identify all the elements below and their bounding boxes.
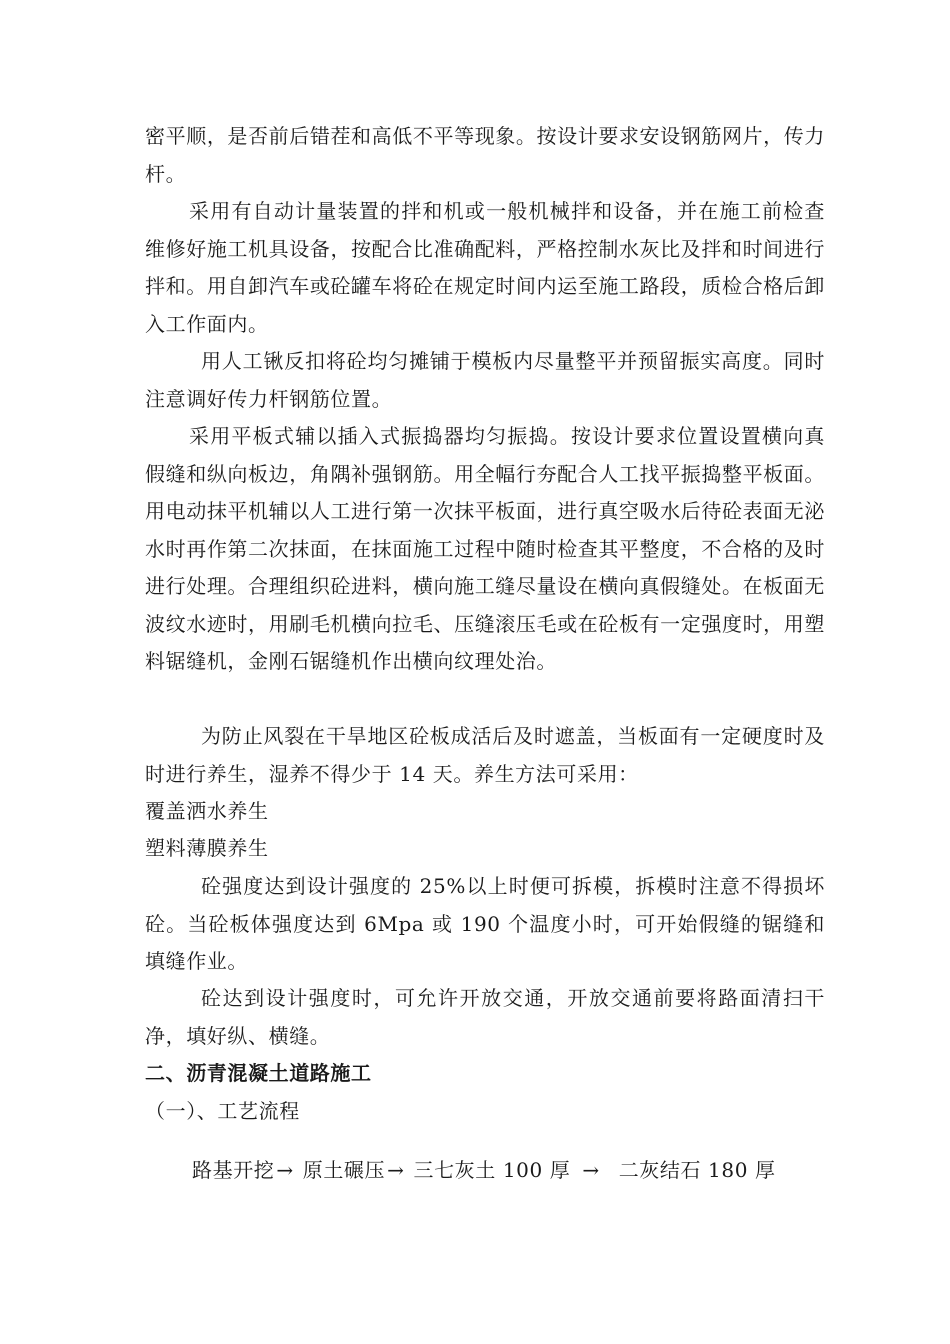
paragraph-mixing: 采用有自动计量装置的拌和机或一般机械拌和设备，并在施工前检查维修好施工机具设备，按配合比准确配料，严格控制水灰比及拌和时间进行拌和。用自卸汽车或砼罐车将砼在规定时间内运至施工路段，质检合格后卸入工作面内。 (145, 199, 825, 336)
paragraph-vibrating: 采用平板式辅以插入式振捣器均匀振捣。按设计要求位置设置横向真假缝和纵向板边，角隅补强钢筋。用全幅行夯配合人工找平振捣整平板面。用电动抹平机辅以人工进行第一次抹平板面，进行真空吸水后待砼表面无泌水时再作第二次抹面，在抹面施工过程中随时检查其平整度，不合格的及时进行处理。合理组织砼进料，横向施工缝尽量设在横向真假缝处。在板面无波纹水迹时，用刷毛机横向拉毛、压缝滚压毛或在砼板有一定强度时，用塑料锯缝机，金刚石锯缝机作出横向纹理处治。 (145, 424, 825, 673)
section-heading: 二、沥青混凝土道路施工 (145, 1061, 372, 1085)
paragraph-traffic: 砼达到设计强度时，可允许开放交通，开放交通前要将路面清扫干净，填好纵、横缝。 (145, 986, 825, 1048)
flow-step-lime-soil: 三七灰土 100 厚 (413, 1158, 571, 1182)
paragraph-curing: 为防止风裂在干旱地区砼板成活后及时遮盖，当板面有一定硬度时及时进行养生，湿养不得少于 14 天。养生方法可采用： (145, 724, 825, 786)
flow-arrow-icon: → (276, 1158, 294, 1182)
flow-step-lime-fly-ash-gravel: 二灰结石 180 厚 (618, 1158, 776, 1182)
flow-arrow-icon: → (387, 1158, 405, 1182)
paragraph-formwork-removal: 砼强度达到设计强度的 25%以上时便可拆模，拆模时注意不得损坏砼。当砼板体强度达到 6Mpa 或 190 个温度小时，可开始假缝的锯缝和填缝作业。 (145, 874, 825, 973)
paragraph-curing-method-1: 覆盖洒水养生 (145, 799, 269, 823)
paragraph-joint-check: 密平顺，是否前后错茬和高低不平等现象。按设计要求安设钢筋网片，传力杆。 (145, 124, 825, 186)
paragraph-curing-method-2: 塑料薄膜养生 (145, 836, 269, 860)
paragraph-spreading: 用人工锹反扣将砼均匀摊铺于模板内尽量整平并预留振实高度。同时注意调好传力杆钢筋位置。 (145, 349, 825, 411)
flow-arrow-icon: → (582, 1158, 600, 1182)
flow-step-subgrade-excavation: 路基开挖 (192, 1158, 275, 1182)
flow-step-soil-compaction: 原土碾压 (302, 1158, 386, 1182)
process-flow (192, 1152, 832, 1190)
subsection-heading: （一）、工艺流程 (145, 1099, 300, 1123)
